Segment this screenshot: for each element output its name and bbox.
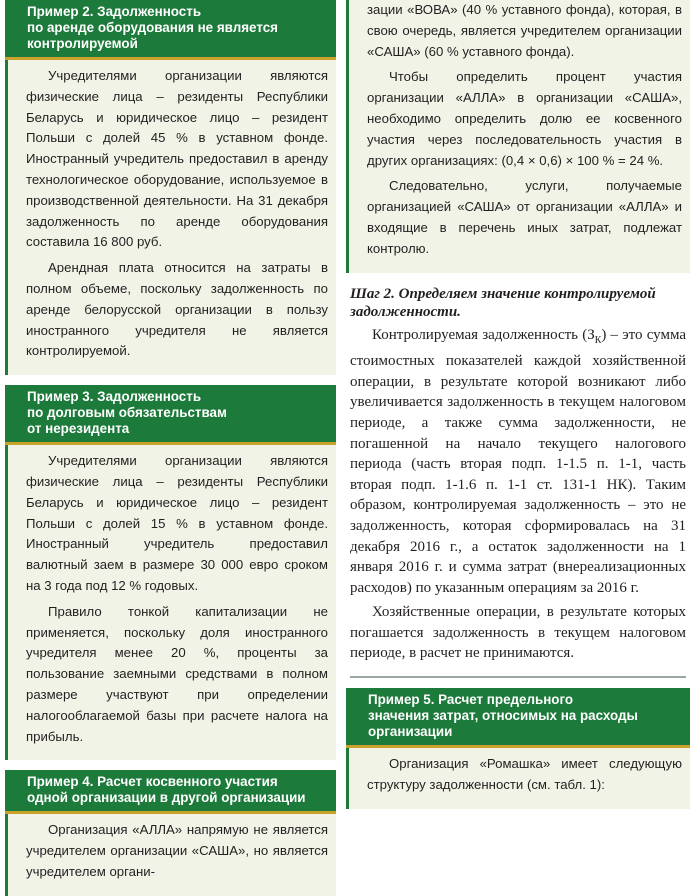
example-2-box: [5, 0, 336, 375]
example-3-box: [5, 385, 336, 760]
step-2-p1-before: Контролируемая задолженность (З: [372, 326, 595, 343]
right-column: [346, 0, 690, 809]
example-5-paragraph-1: Организация «Ромашка» имеет следующую структуру задолженности (см. табл. 1):: [367, 756, 682, 792]
example-4-paragraph-4: Следовательно, услуги, получаемые организацией «САША» от организации «АЛЛА» и входящие в перечень иных затрат, подлежат контролю.: [367, 178, 682, 256]
example-3-title: Пример 3. Задолженность по долговым обязательствам от нерезидента: [5, 385, 336, 445]
example-3-paragraph-1: Учредителями организации являются физические лица – резиденты Республики Беларусь и юридическое лицо – резидент Польши с долей 15 % в уставном фонде. Иностранный учредитель предоставил валютный заем в размере 30 000 евро сроком на 3 года под 12 % годовых.: [26, 453, 328, 593]
example-4-box: [5, 770, 336, 895]
step-2-p1-subscript: К: [594, 334, 602, 346]
example-2-paragraph-1: Учредителями организации являются физические лица – резиденты Республики Беларусь и юридическое лицо – резидент Польши с долей 45 % в уставном фонде. Иностранный учредитель предоставил в аренду технологическое оборудование, используемое в производственной деятельности. На 31 декабря задолженность по аренде оборудования составила 16 800 руб.: [26, 68, 328, 250]
example-5-box: [346, 688, 690, 809]
step-2-paragraph-1: [350, 325, 686, 599]
example-2-title: Пример 2. Задолженность по аренде оборудования не является контролируемой: [5, 0, 336, 60]
step-2-heading: Шаг 2. Определяем значение контролируемой задолженности.: [350, 285, 656, 320]
example-3-paragraph-2: Правило тонкой капитализации не применяется, поскольку доля иностранного учредителя менее 20 %, проценты за пользование заемными средствами в полном размере участвуют при определении налогооблагаемой базы при расчете налога на прибыль.: [26, 603, 328, 744]
example-4-title: Пример 4. Расчет косвенного участия одной организации в другой организации: [5, 770, 336, 814]
example-4-continued-box: [346, 0, 690, 273]
example-4-paragraph-2: зации «ВОВА» (40 % уставного фонда), которая, в свою очередь, является учредителем организации «САША» (60 % уставного фонда).: [367, 2, 682, 59]
example-4-paragraph-1: Организация «АЛЛА» напрямую не является учредителем организации «САША», но является учредителем органи-: [26, 822, 328, 879]
step-2-section: [346, 285, 690, 679]
example-2-paragraph-2: Арендная плата относится на затраты в полном объеме, поскольку задолженность по аренде белорусской организации в пользу иностранного учредителя не является контролируемой.: [26, 260, 328, 359]
step-2-paragraph-2: Хозяйственные операции, в результате которых погашается задолженность в текущем налоговом периоде, в расчет не принимаются.: [350, 604, 686, 662]
example-5-title: Пример 5. Расчет предельного значения затрат, относимых на расходы организации: [346, 688, 690, 748]
example-4-paragraph-3: Чтобы определить процент участия организации «АЛЛА» в организации «САША», необходимо определить долю ее косвенного участия через последовательность участия в других организациях: (0,4 × 0,6) × 100 % = 24 %.: [367, 69, 682, 168]
step-2-p1-after: ) – это сумма стоимостных показателей каждой хозяйственной операции, в результате которой возникают либо увеличивается задолженность в текущем налоговом периоде, а также сумма задолженности, не погашенной на начало текущего налогового периода (часть вторая подп. 1-1.5 п. 1-1, часть вторая подп. 1-1.6 п. 1-1 ст. 131-1 НК). Таким образом, контролируемая задолженность – это не задолженность, которая сформировалась на 31 декабря 2016 г., а остаток задолженности на 1 января 2016 г. и сумма затрат (внереализационных расходов) по указанным операциям за 2016 г.: [350, 326, 686, 596]
left-column: [5, 0, 336, 896]
